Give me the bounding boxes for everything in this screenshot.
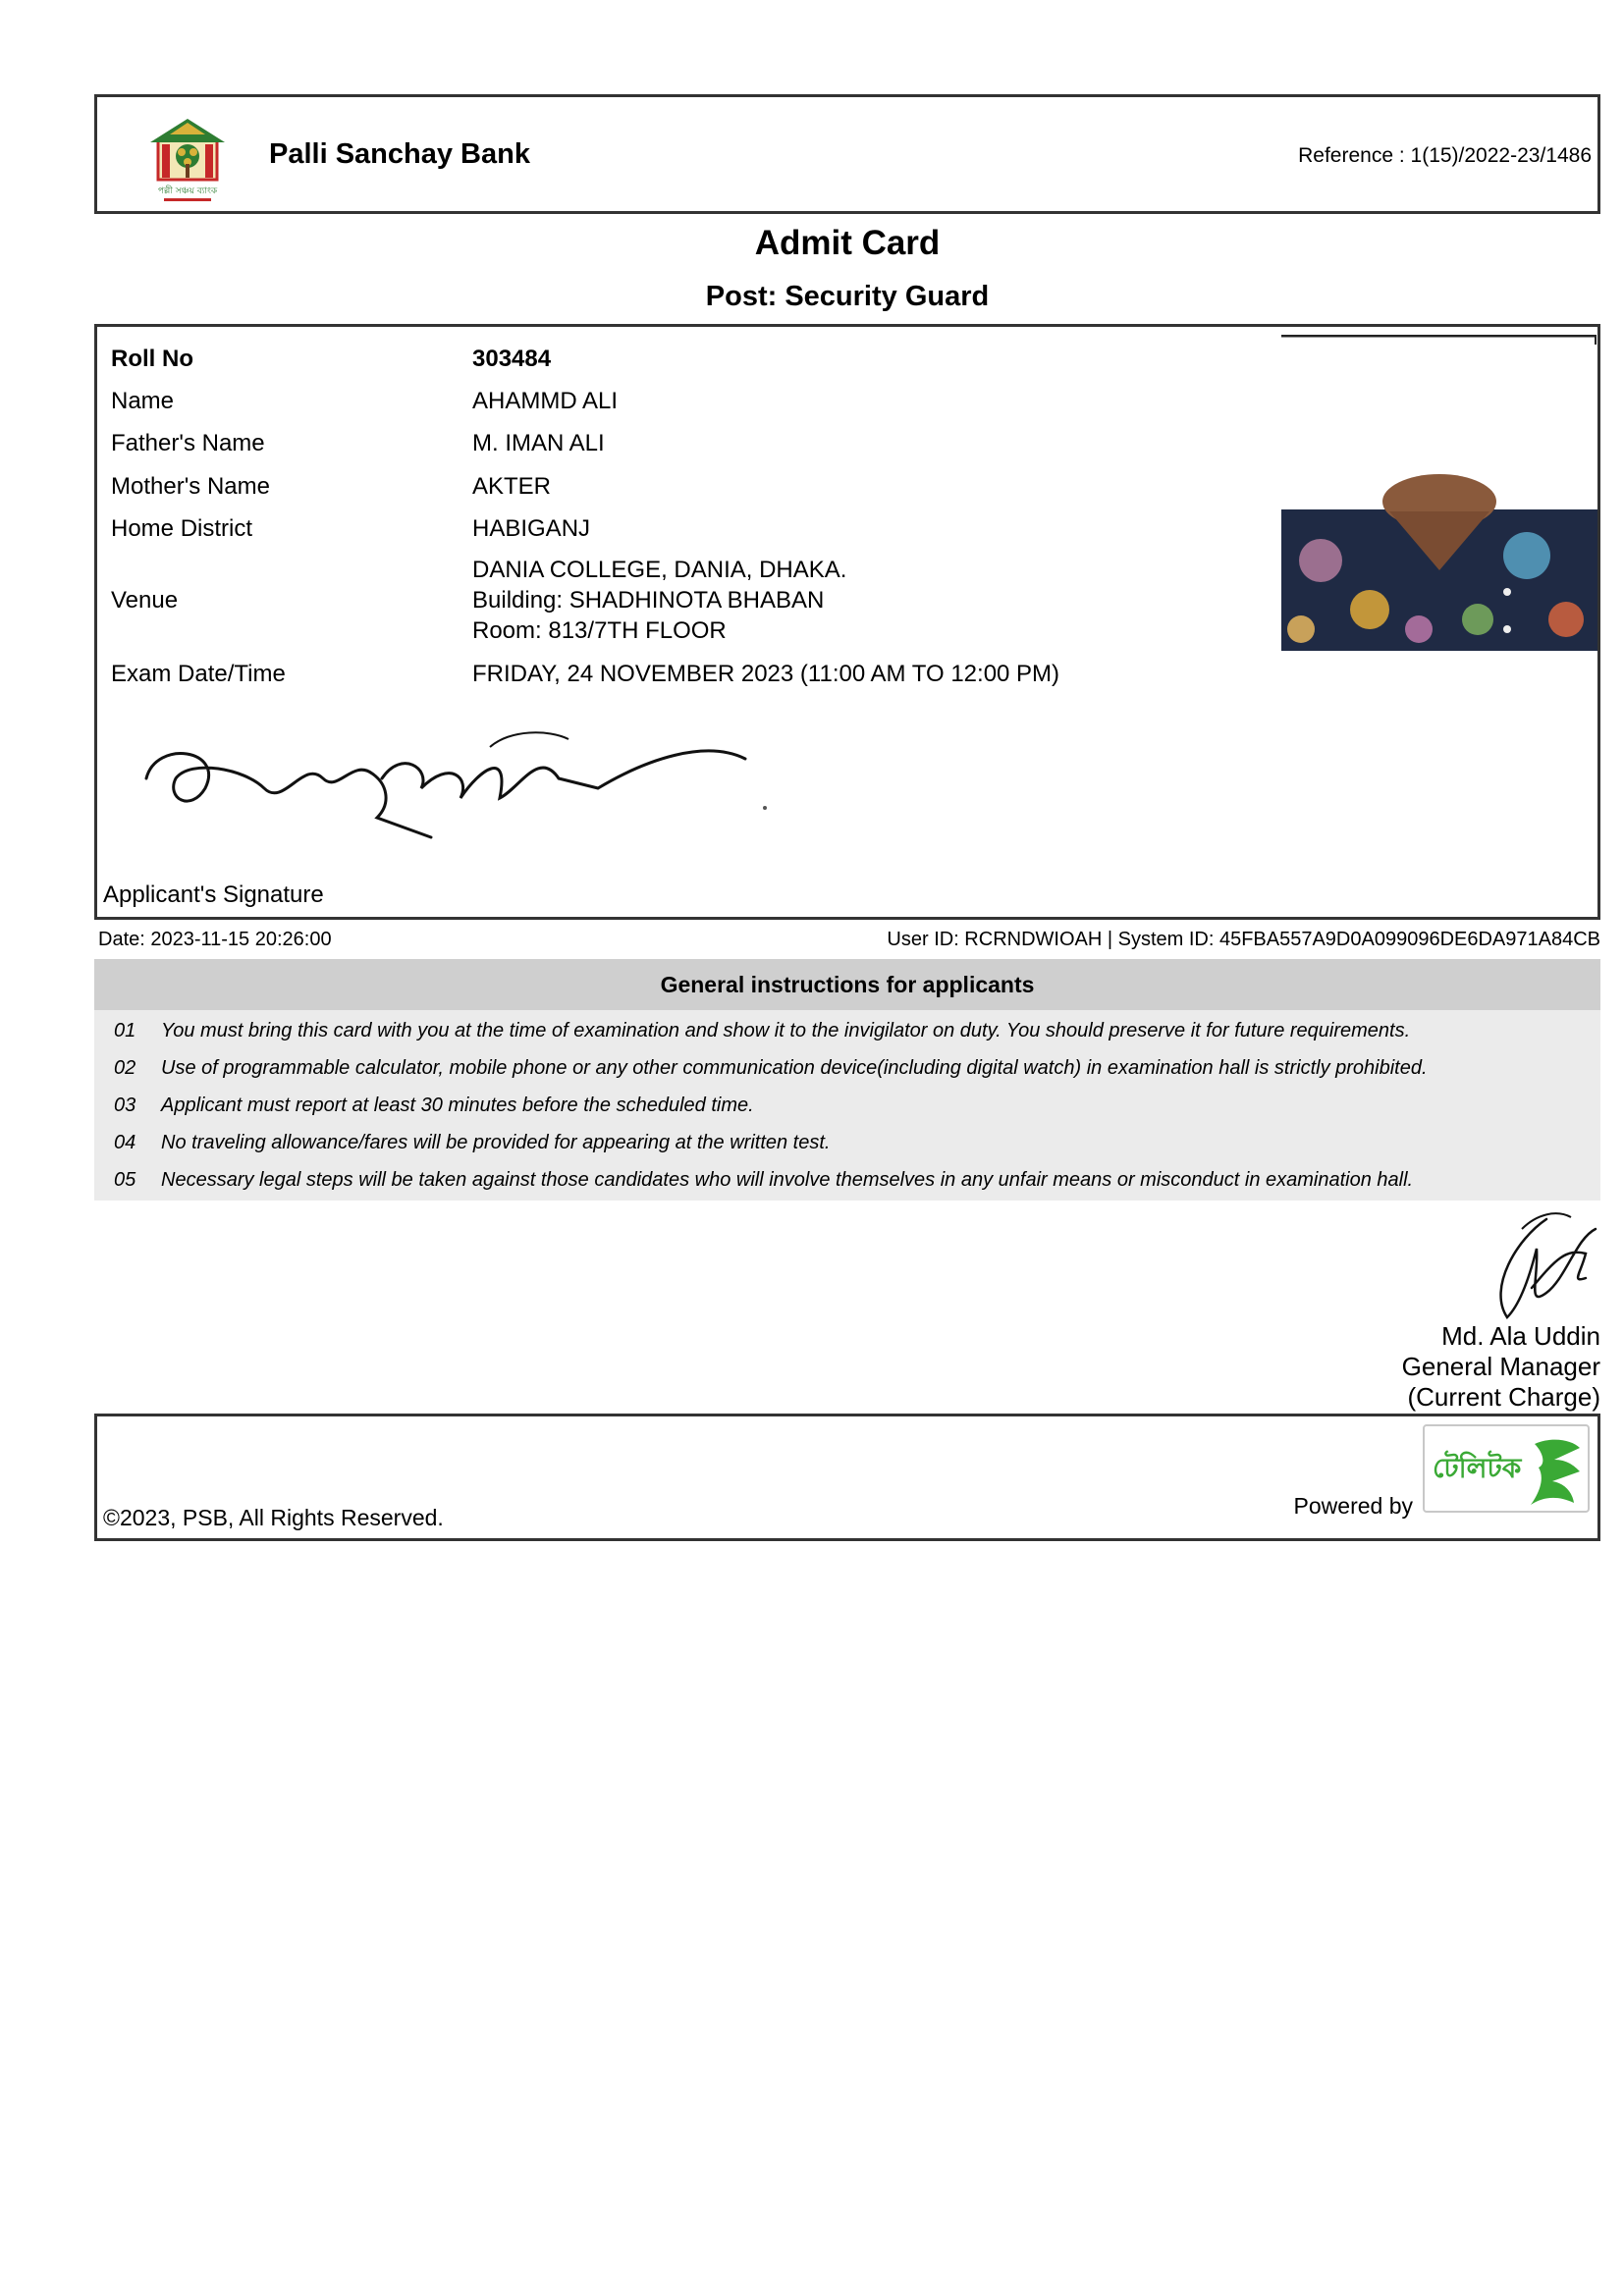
instruction-number: 02 bbox=[114, 1057, 136, 1079]
authority-designation: General Manager bbox=[1401, 1352, 1600, 1381]
page-title: Admit Card bbox=[754, 224, 941, 262]
roll-value: 303484 bbox=[472, 346, 552, 372]
header-box bbox=[94, 94, 1600, 214]
exam-datetime-label: Exam Date/Time bbox=[111, 661, 286, 687]
authority-name: Md. Ala Uddin bbox=[1441, 1321, 1600, 1351]
instruction-number: 03 bbox=[114, 1095, 136, 1116]
venue-line-3: Room: 813/7TH FLOOR bbox=[472, 617, 727, 644]
instruction-text: Necessary legal steps will be taken against those candidates who will involve themselves in any unfair means or misconduct in examination hall. bbox=[161, 1169, 1414, 1191]
applicant-photo bbox=[1281, 335, 1597, 651]
name-label: Name bbox=[111, 388, 175, 414]
applicant-info-box bbox=[94, 324, 1600, 920]
applicant-signature bbox=[136, 720, 824, 877]
venue-line-1: DANIA COLLEGE, DANIA, DHAKA. bbox=[472, 557, 847, 583]
signature-label: Applicant's Signature bbox=[103, 881, 324, 908]
name-value: AHAMMD ALI bbox=[472, 388, 619, 414]
logo-caption: পল্লী সঞ্চয় ব্যাংক bbox=[157, 187, 218, 196]
instruction-text: Use of programmable calculator, mobile phone or any other communication device(including digital watch) in examination hall is strictly prohibited. bbox=[161, 1057, 1428, 1079]
authority-charge: (Current Charge) bbox=[1407, 1382, 1600, 1412]
system-ids: User ID: RCRNDWIOAH | System ID: 45FBA557A9D0A099096DE6DA971A84CB bbox=[887, 929, 1600, 950]
venue-line-2: Building: SHADHINOTA BHABAN bbox=[472, 587, 825, 614]
issue-date: Date: 2023-11-15 20:26:00 bbox=[98, 929, 332, 950]
reference-number: Reference : 1(15)/2022-23/1486 bbox=[1298, 144, 1592, 167]
father-name-value: M. IMAN ALI bbox=[472, 430, 605, 456]
mother-name-value: AKTER bbox=[472, 473, 552, 500]
instruction-text: Applicant must report at least 30 minutes before the scheduled time. bbox=[161, 1095, 754, 1116]
father-name-label: Father's Name bbox=[111, 430, 265, 456]
authority-signature bbox=[1478, 1200, 1605, 1327]
footer-box bbox=[94, 1414, 1600, 1541]
authority-block bbox=[1402, 1321, 1600, 1413]
instruction-text: You must bring this card with you at the time of examination and show it to the invigilator on duty. You should preserve it for future requirements. bbox=[161, 1020, 1411, 1041]
teletalk-logo bbox=[1423, 1424, 1590, 1513]
teletalk-logo-text: টেলিটক bbox=[1433, 1452, 1522, 1484]
instruction-number: 05 bbox=[114, 1169, 136, 1191]
instruction-text: No traveling allowance/fares will be provided for appearing at the written test. bbox=[161, 1132, 831, 1153]
home-district-value: HABIGANJ bbox=[472, 515, 591, 542]
instructions-list bbox=[94, 1010, 1600, 1201]
copyright-text: ©2023, PSB, All Rights Reserved. bbox=[103, 1505, 444, 1530]
bank-logo bbox=[140, 105, 235, 207]
instruction-number: 04 bbox=[114, 1132, 136, 1153]
mother-name-label: Mother's Name bbox=[111, 473, 270, 500]
roll-label: Roll No bbox=[111, 346, 193, 372]
instruction-number: 01 bbox=[114, 1020, 136, 1041]
home-district-label: Home District bbox=[111, 515, 253, 542]
instructions-header: General instructions for applicants bbox=[94, 959, 1600, 1010]
venue-label: Venue bbox=[111, 587, 179, 614]
bank-name: Palli Sanchay Bank bbox=[269, 138, 530, 170]
post-title: Post: Security Guard bbox=[705, 281, 990, 312]
powered-by-label: Powered by bbox=[1293, 1493, 1413, 1519]
exam-datetime-value: FRIDAY, 24 NOVEMBER 2023 (11:00 AM TO 12:00 PM) bbox=[472, 661, 1060, 687]
